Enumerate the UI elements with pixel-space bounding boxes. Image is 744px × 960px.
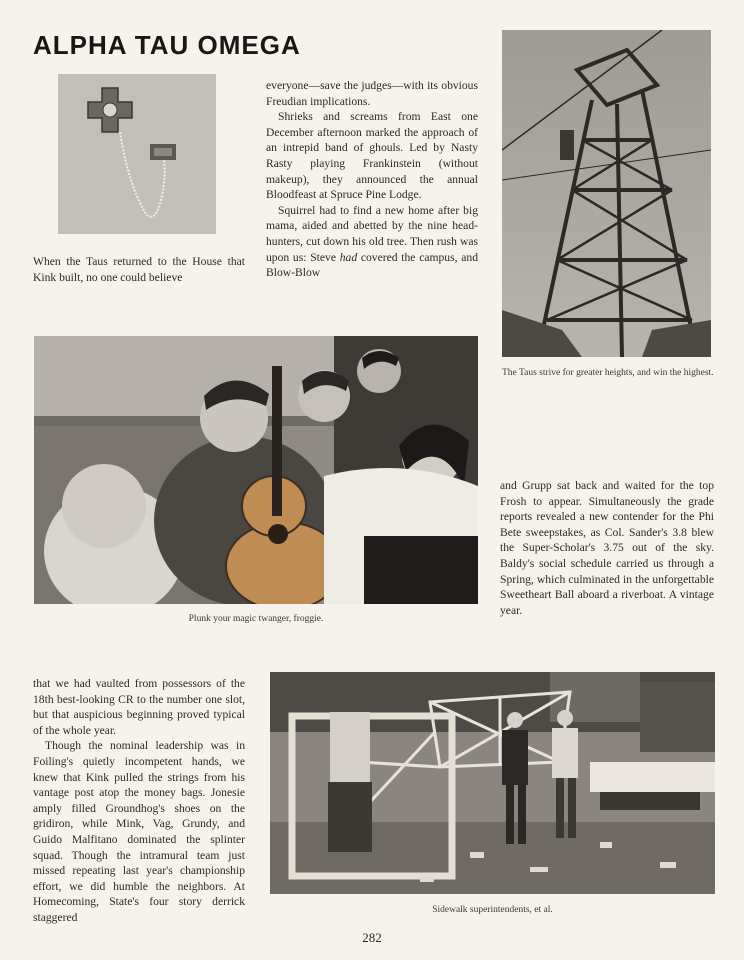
guitar-caption: Plunk your magic twanger, froggie. bbox=[188, 614, 324, 624]
page-number: 282 bbox=[362, 930, 382, 945]
story-column-bottom bbox=[33, 676, 245, 926]
right-paragraph: and Grupp sat back and waited for the top Frosh to appear. Simultaneously the grade reports revealed a new contender for the Phi Bete sweepstakes, as Col. Sander's 3.8 blew the Super-Scholar's 3.75 out of the sky. Baldy's social schedule carried us through a Spring, which culminated in the unforgettable Sweetheart Ball aboard a riverboat. A vintage year. bbox=[500, 479, 714, 617]
story-column-top bbox=[266, 78, 478, 281]
guitar-photo bbox=[34, 336, 478, 604]
paragraph-1: everyone—save the judges—with its obvious Freudian implications. bbox=[266, 79, 478, 108]
paragraph-3-em: had bbox=[339, 250, 358, 264]
paragraph-3 bbox=[266, 203, 478, 281]
tower-caption: The Taus strive for greater heights, and win the highest. bbox=[502, 368, 714, 378]
sidewalk-caption: Sidewalk superintendents, et al. bbox=[432, 905, 553, 915]
tower-photo bbox=[502, 30, 711, 357]
page-title: ALPHA TAU OMEGA bbox=[33, 30, 301, 60]
fraternity-pin-photo bbox=[58, 74, 216, 234]
paragraph-2: Shrieks and screams from East one December afternoon marked the approach of an intrepid band of ghouls. Led by Nasty Rasty playing Frankinstein (without makeup), they announced the annual Bloodfeast at Spruce Pine Lodge. bbox=[266, 110, 478, 202]
paragraph-3-b: covered the campus, and Blow-Blow bbox=[266, 250, 479, 280]
sidewalk-photo bbox=[270, 672, 715, 894]
paragraph-3-a: Squirrel had to find a new home after big mama, aided and abetted by the nine head-hunters, cut down his old tree. Then rush was upon us: Steve bbox=[266, 203, 478, 264]
story-column-right bbox=[500, 478, 714, 618]
intro-paragraph bbox=[33, 254, 245, 285]
intro-text: When the Taus returned to the House that Kink built, no one could believe bbox=[33, 255, 245, 284]
bottom-paragraph-1: that we had vaulted from possessors of the 18th best-looking CR to the number one slot, but that auspicious beginning proved typical of the whole year. bbox=[33, 677, 245, 737]
bottom-paragraph-2: Though the nominal leadership was in Foiling's quietly incompetent hands, we knew that Kink pulled the strings from his vantage post atop the money bags. Jonesie amply filled Groundhog's shoes on the gridiron, while Mink, Vag, Grundy, and Guido Malfitano dominated the splinter squad. Though the intramural team just missed repeating last year's championship effort, we did humble the neighbors. At Homecoming, State's four story derrick staggered bbox=[33, 739, 245, 924]
